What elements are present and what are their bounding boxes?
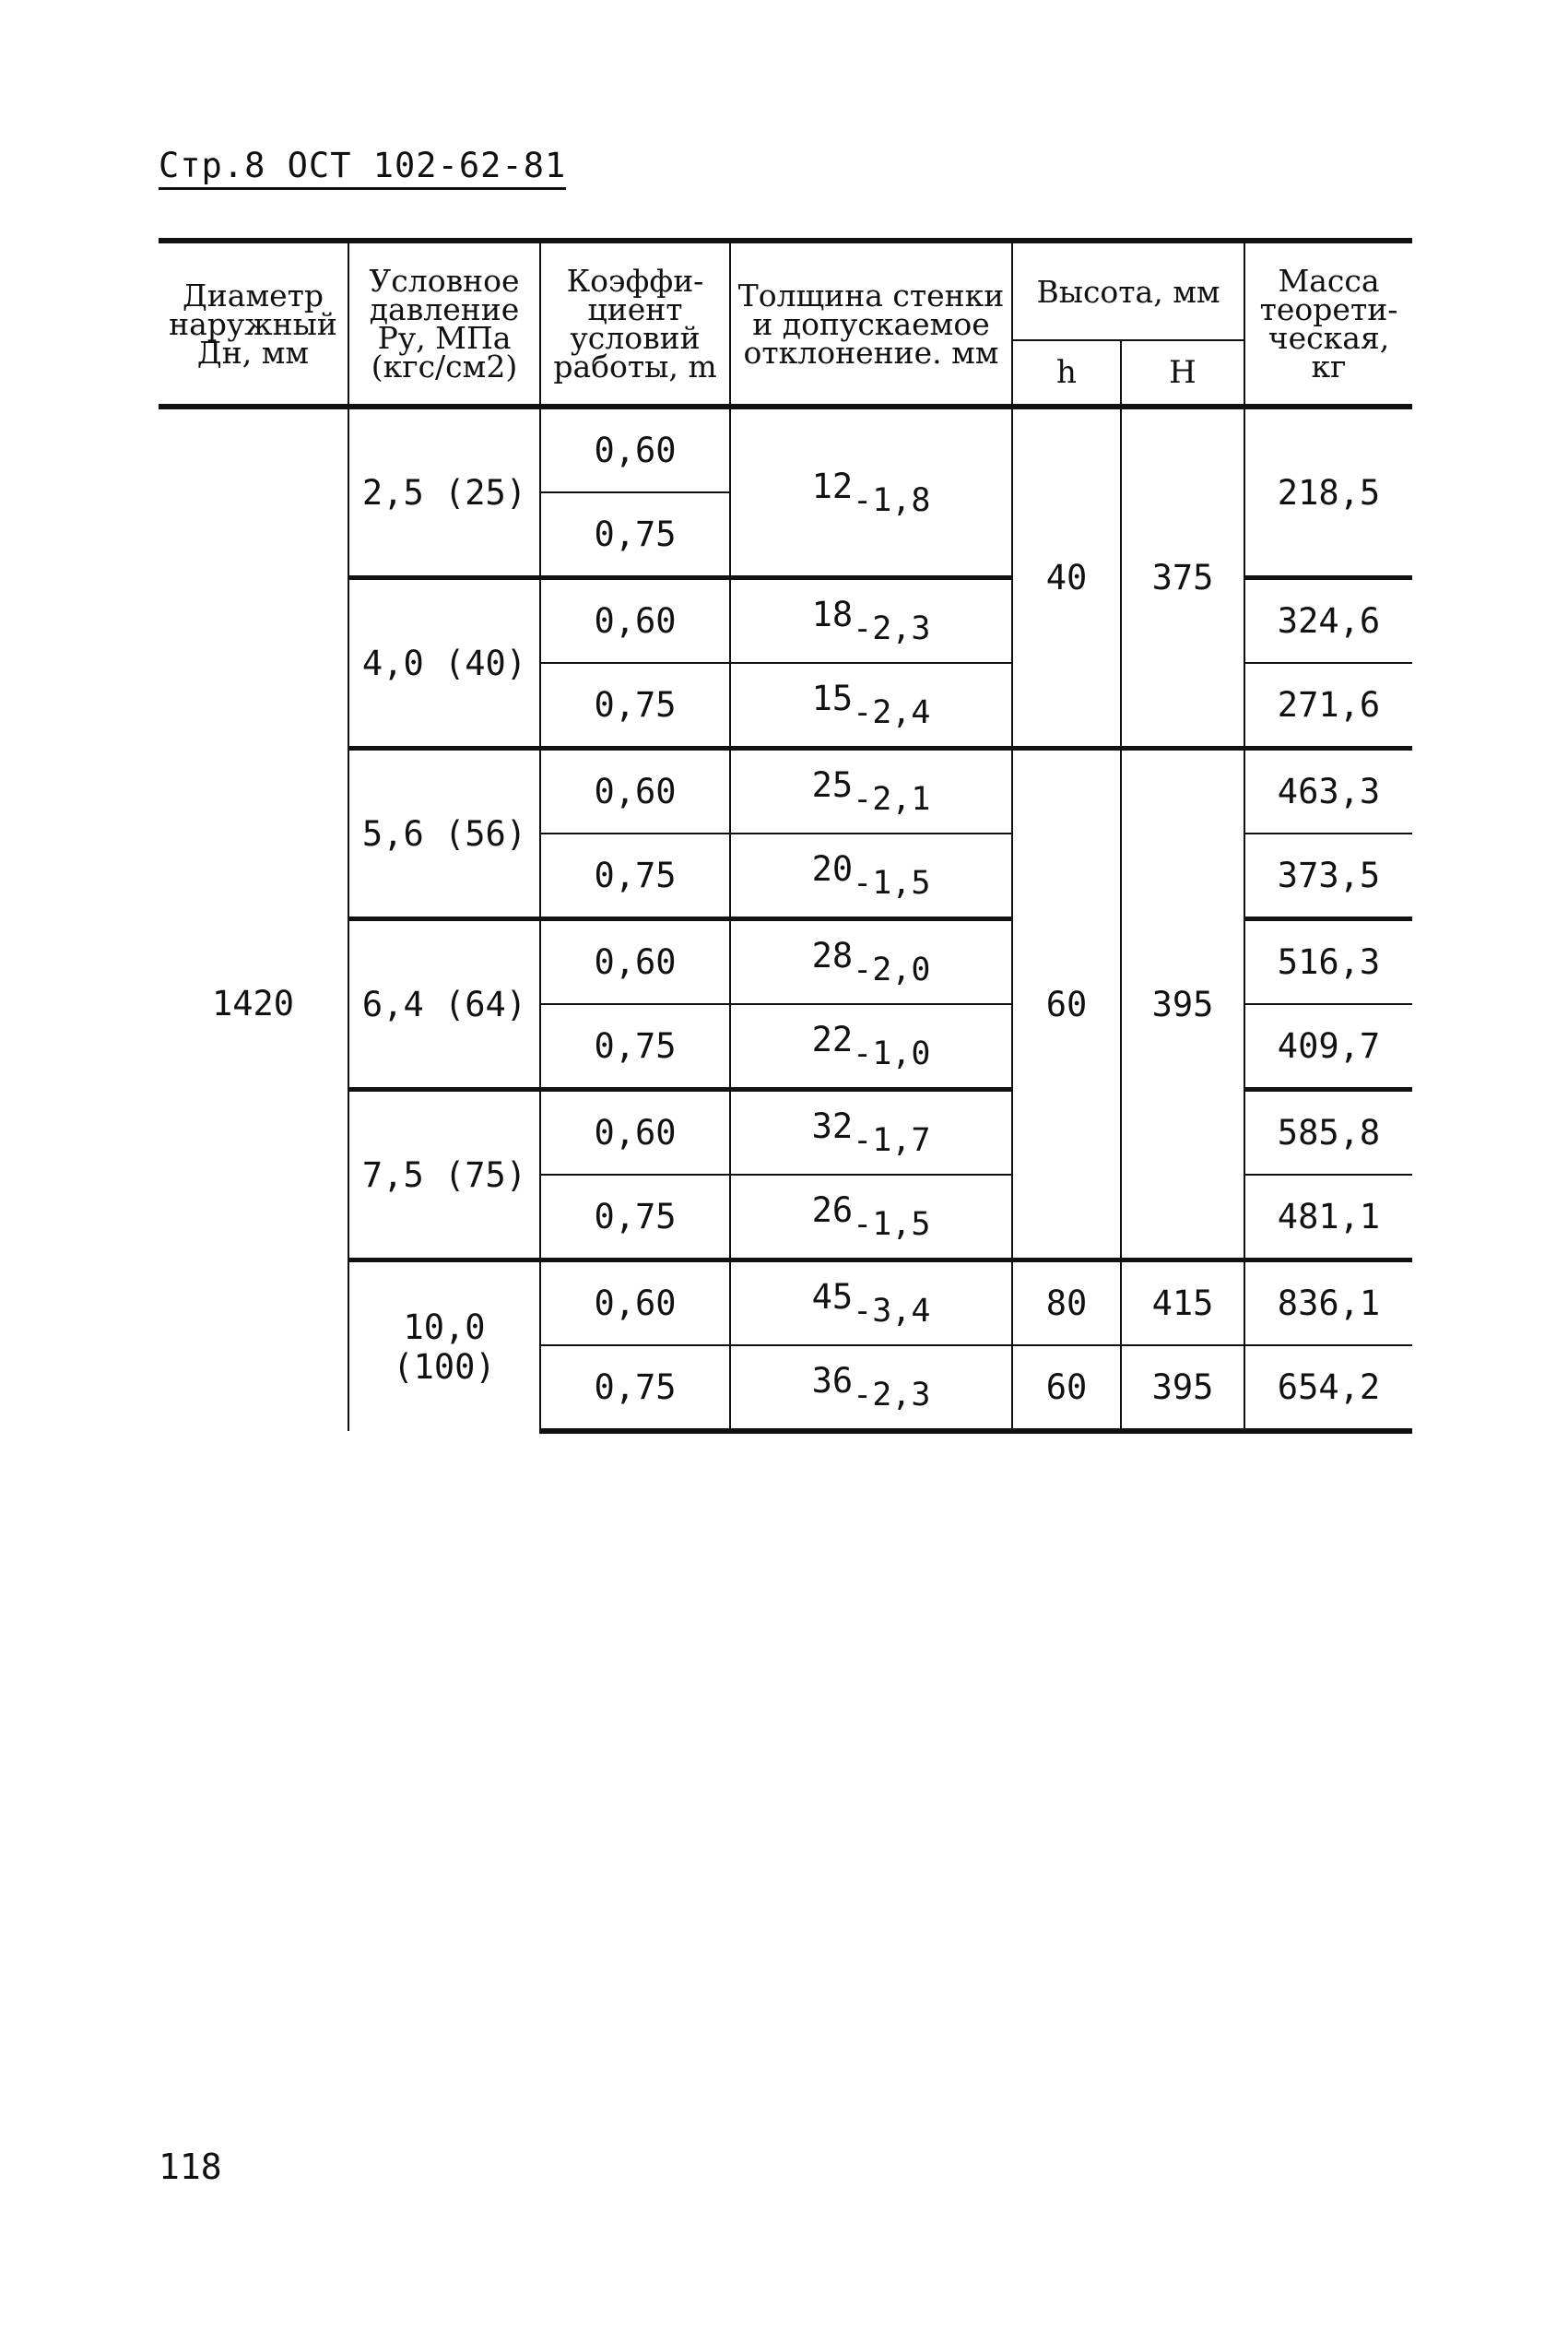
height-h-cell: 60 [1012, 1345, 1121, 1431]
mass-cell: 373,5 [1244, 834, 1412, 919]
pressure-cell: 10,0 (100) [348, 1260, 540, 1432]
col-header-diameter: Диаметр наружный Дн, мм [159, 241, 348, 407]
coefficient-cell: 0,75 [540, 1345, 730, 1431]
thickness-deviation: -1,0 [853, 1035, 931, 1072]
thickness-cell [730, 1004, 1012, 1090]
coefficient-cell: 0,60 [540, 749, 730, 834]
mass-cell: 481,1 [1244, 1175, 1412, 1260]
height-h-cell: 80 [1012, 1260, 1121, 1346]
thickness-cell [730, 407, 1012, 578]
mass-cell: 463,3 [1244, 749, 1412, 834]
col-header-pressure: Условное давление Ру, МПа (кгс/см2) [348, 241, 540, 407]
thickness-cell [730, 1175, 1012, 1260]
thickness-deviation: -1,7 [853, 1122, 931, 1159]
document-header: Стр.8 ОСТ 102-62-81 [159, 146, 566, 190]
coefficient-cell: 0,60 [540, 1260, 730, 1346]
thickness-cell [730, 578, 1012, 664]
thickness-value: 18 [811, 595, 854, 634]
thickness-cell [730, 1345, 1012, 1431]
pressure-cell: 4,0 (40) [348, 578, 540, 749]
thickness-value: 12 [811, 466, 854, 506]
thickness-value: 15 [811, 679, 854, 718]
diameter-cell: 1420 [159, 407, 348, 1431]
coefficient-cell: 0,75 [540, 492, 730, 578]
table-row [159, 407, 1412, 492]
thickness-cell [730, 1090, 1012, 1176]
thickness-cell [730, 663, 1012, 749]
pressure-cell: 2,5 (25) [348, 407, 540, 578]
table-header-row [159, 241, 1412, 340]
col-header-coefficient: Коэффи- циент условий работы, m [540, 241, 730, 407]
coefficient-cell: 0,75 [540, 834, 730, 919]
thickness-value: 36 [811, 1361, 854, 1401]
mass-cell: 836,1 [1244, 1260, 1412, 1346]
thickness-value: 20 [811, 849, 854, 889]
thickness-value: 25 [811, 765, 854, 805]
coefficient-cell: 0,75 [540, 1175, 730, 1260]
thickness-deviation: -1,8 [853, 481, 931, 519]
thickness-deviation: -2,3 [853, 610, 931, 647]
col-header-H: H [1121, 340, 1244, 407]
height-H-cell: 375 [1121, 407, 1244, 749]
height-H-cell: 395 [1121, 749, 1244, 1260]
thickness-value: 26 [811, 1190, 854, 1230]
coefficient-cell: 0,75 [540, 663, 730, 749]
height-h-cell: 60 [1012, 749, 1121, 1260]
thickness-deviation: -2,0 [853, 952, 931, 988]
thickness-value: 45 [811, 1277, 854, 1317]
height-h-cell: 40 [1012, 407, 1121, 749]
thickness-deviation: -1,5 [853, 1206, 931, 1243]
thickness-deviation: -3,4 [853, 1293, 931, 1330]
pressure-cell: 7,5 (75) [348, 1090, 540, 1260]
thickness-cell [730, 1260, 1012, 1346]
coefficient-cell: 0,75 [540, 1004, 730, 1090]
thickness-deviation: -2,3 [853, 1377, 931, 1413]
thickness-cell [730, 749, 1012, 834]
thickness-deviation: -2,4 [853, 694, 931, 731]
pressure-cell: 6,4 (64) [348, 919, 540, 1090]
thickness-value: 32 [811, 1106, 854, 1146]
thickness-deviation: -1,5 [853, 865, 931, 902]
mass-cell: 516,3 [1244, 919, 1412, 1005]
mass-cell: 585,8 [1244, 1090, 1412, 1176]
height-H-cell: 415 [1121, 1260, 1244, 1346]
height-H-cell: 395 [1121, 1345, 1244, 1431]
mass-cell: 654,2 [1244, 1345, 1412, 1431]
page-number: 118 [159, 2147, 222, 2187]
coefficient-cell: 0,60 [540, 1090, 730, 1176]
col-header-height: Высота, мм [1012, 241, 1244, 340]
mass-cell: 324,6 [1244, 578, 1412, 664]
coefficient-cell: 0,60 [540, 919, 730, 1005]
thickness-deviation: -2,1 [853, 781, 931, 818]
coefficient-cell: 0,60 [540, 407, 730, 492]
thickness-cell [730, 919, 1012, 1005]
thickness-cell [730, 834, 1012, 919]
pressure-cell: 5,6 (56) [348, 749, 540, 919]
col-header-mass: Масса теорети- ческая, кг [1244, 241, 1412, 407]
thickness-value: 28 [811, 936, 854, 976]
thickness-value: 22 [811, 1020, 854, 1059]
mass-cell: 271,6 [1244, 663, 1412, 749]
mass-cell: 218,5 [1244, 407, 1412, 578]
mass-cell: 409,7 [1244, 1004, 1412, 1090]
pipe-parameters-table [159, 238, 1412, 1434]
col-header-h: h [1012, 340, 1121, 407]
col-header-thickness: Толщина стенки и допускаемое отклонение. мм [730, 241, 1012, 407]
coefficient-cell: 0,60 [540, 578, 730, 664]
